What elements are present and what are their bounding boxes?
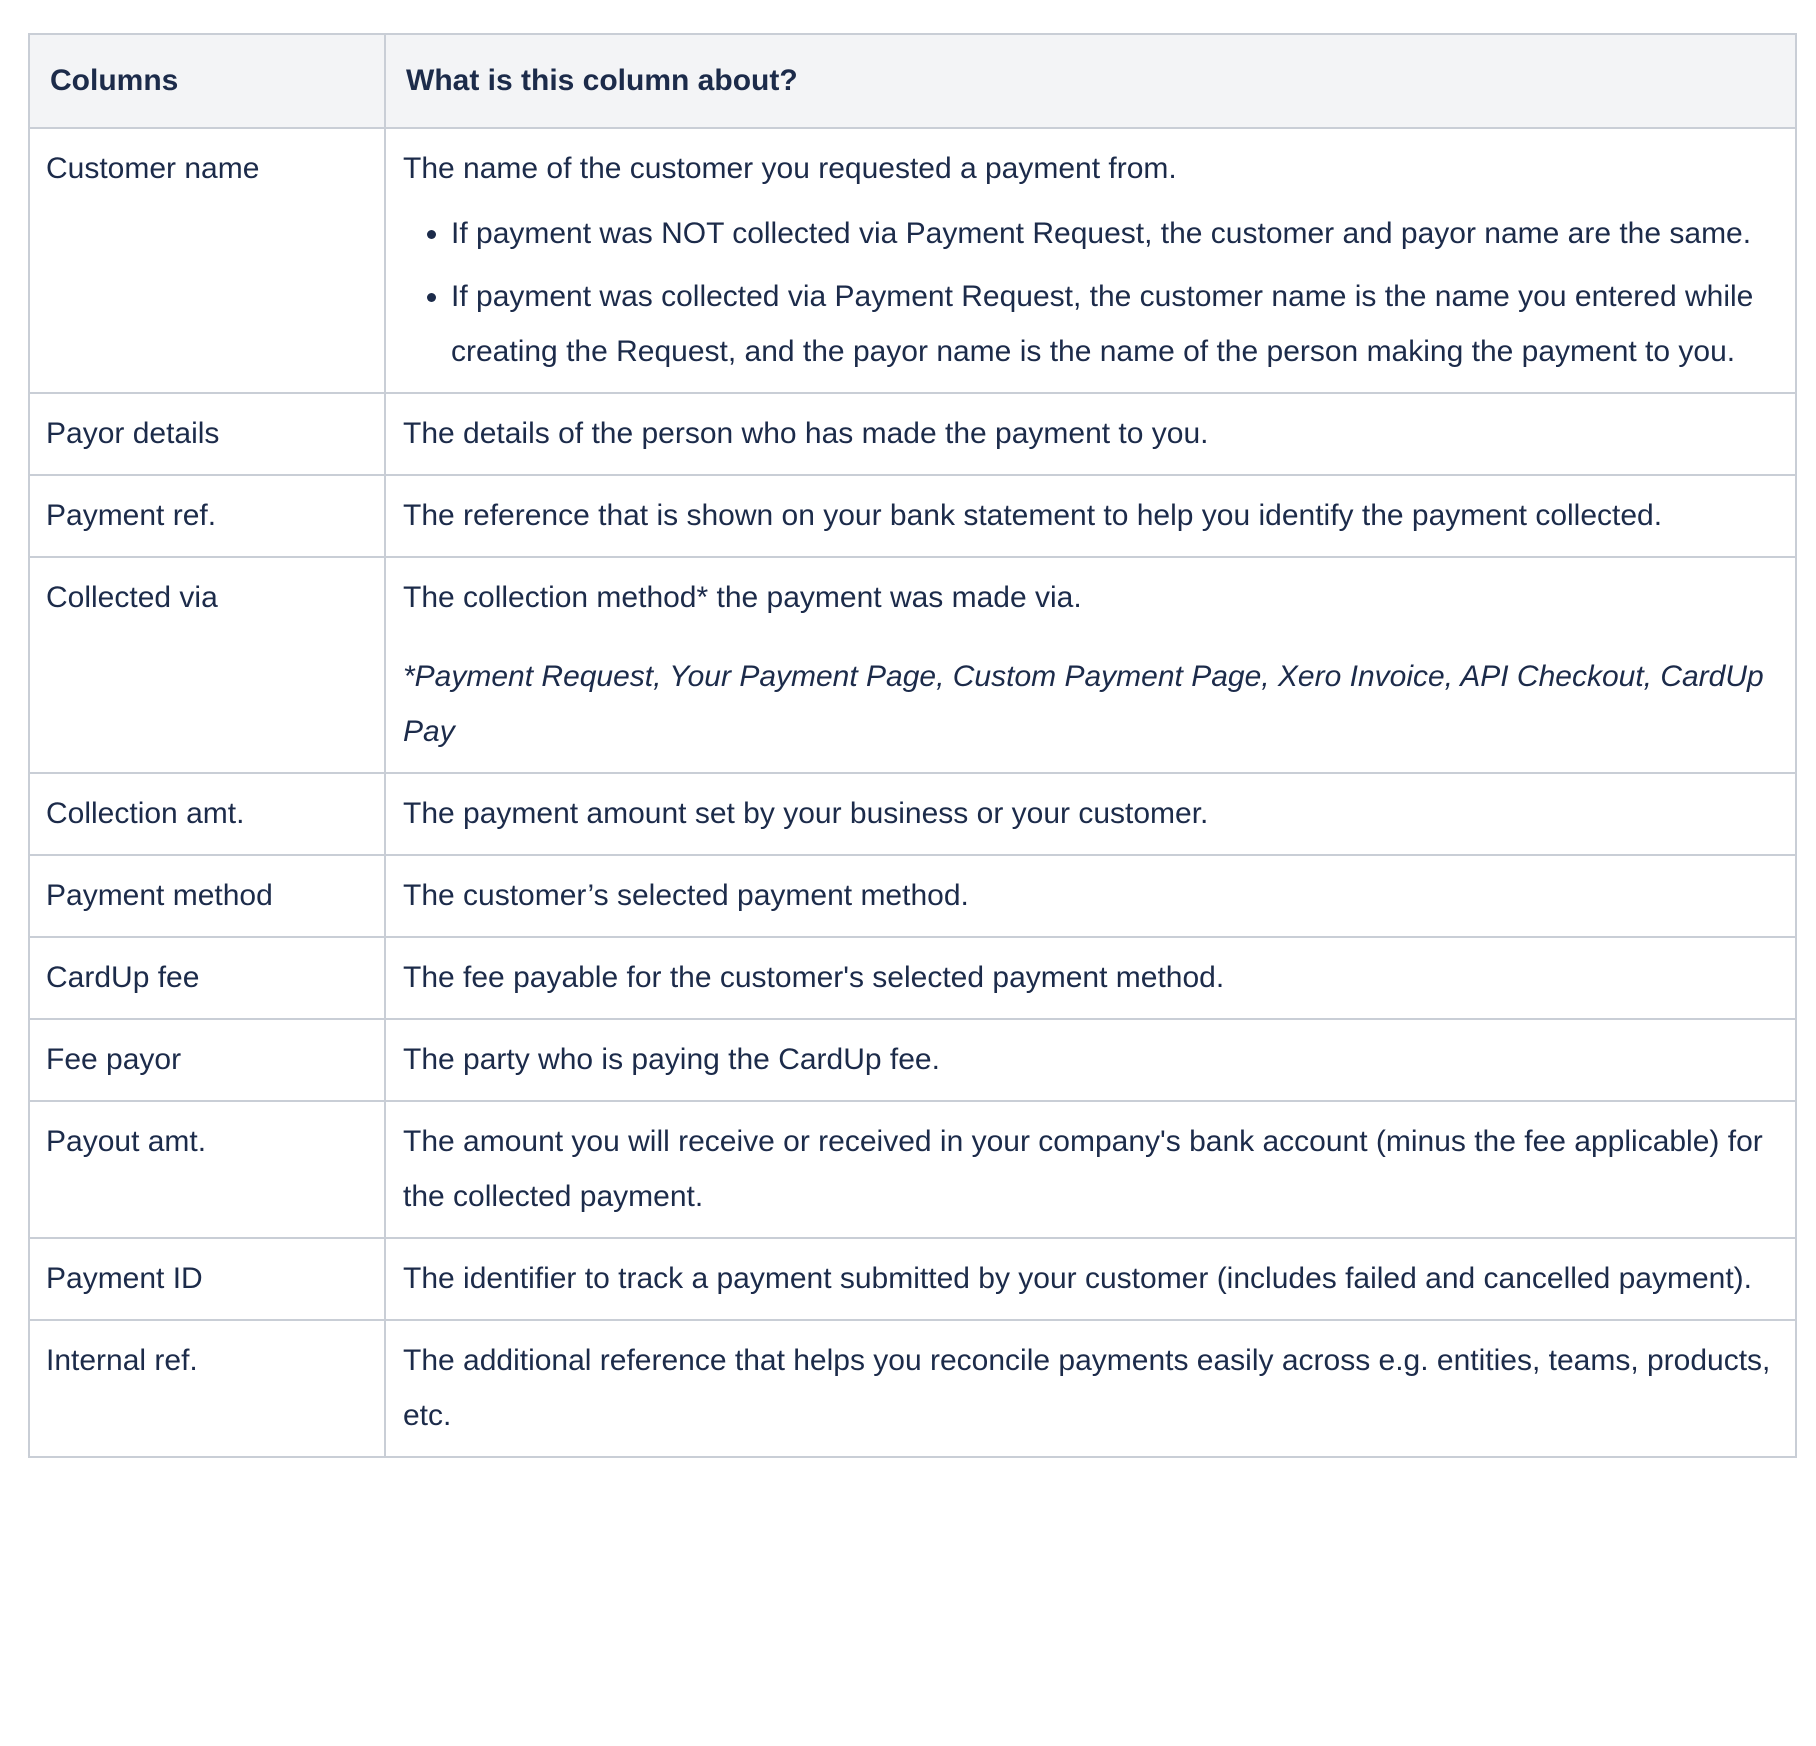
- description-cell: [385, 128, 1796, 393]
- column-name-cell: Payment method: [29, 855, 385, 937]
- table-row: [29, 773, 1796, 855]
- description-text: The fee payable for the customer's selected payment method.: [403, 961, 1225, 994]
- description-text: The reference that is shown on your bank statement to help you identify the payment collected.: [403, 499, 1663, 532]
- table-row: [29, 937, 1796, 1019]
- description-text: The payment amount set by your business or your customer.: [403, 797, 1209, 830]
- table-row: [29, 557, 1796, 773]
- description-text: The amount you will receive or received in your company's bank account (minus the fee applicable) for the collected payment.: [403, 1125, 1763, 1213]
- description-cell: [385, 1019, 1796, 1101]
- column-name-cell: Collected via: [29, 557, 385, 773]
- description-text: The name of the customer you requested a payment from.: [403, 152, 1177, 185]
- table-row: [29, 1238, 1796, 1320]
- table-row: [29, 1320, 1796, 1457]
- column-name-cell: Payout amt.: [29, 1101, 385, 1238]
- description-cell: [385, 1238, 1796, 1320]
- column-name-cell: CardUp fee: [29, 937, 385, 1019]
- description-cell: [385, 475, 1796, 557]
- header-columns: Columns: [29, 34, 385, 128]
- bullet-item: • If payment was NOT collected via Payment Request, the customer and payor name are the same.: [451, 206, 1771, 261]
- table-row: [29, 393, 1796, 475]
- column-name-cell: Payment ref.: [29, 475, 385, 557]
- column-name-cell: Fee payor: [29, 1019, 385, 1101]
- description-cell: [385, 1320, 1796, 1457]
- table-body: [29, 128, 1796, 1457]
- column-name-cell: Payor details: [29, 393, 385, 475]
- table-header: [29, 34, 1796, 128]
- header-description: What is this column about?: [385, 34, 1796, 128]
- description-text: The collection method* the payment was made via.: [403, 581, 1082, 614]
- column-name-cell: Collection amt.: [29, 773, 385, 855]
- description-cell: [385, 1101, 1796, 1238]
- column-name-cell: Internal ref.: [29, 1320, 385, 1457]
- column-name-cell: Payment ID: [29, 1238, 385, 1320]
- description-text: The additional reference that helps you reconcile payments easily across e.g. entities, teams, products, etc.: [403, 1344, 1771, 1432]
- description-text: The identifier to track a payment submitted by your customer (includes failed and cancelled payment).: [403, 1262, 1753, 1295]
- table-row: [29, 1019, 1796, 1101]
- document-body: [28, 33, 1795, 1458]
- table-row: [29, 855, 1796, 937]
- description-cell: [385, 773, 1796, 855]
- description-text: The customer’s selected payment method.: [403, 879, 969, 912]
- description-cell: [385, 937, 1796, 1019]
- columns-table: [28, 33, 1797, 1458]
- description-text: The party who is paying the CardUp fee.: [403, 1043, 940, 1076]
- description-cell: [385, 393, 1796, 475]
- column-name-cell: Customer name: [29, 128, 385, 393]
- header-row: [29, 34, 1796, 128]
- table-row: [29, 1101, 1796, 1238]
- table-row: [29, 128, 1796, 393]
- bullet-list: [403, 206, 1771, 379]
- description-cell: [385, 855, 1796, 937]
- description-cell: [385, 557, 1796, 773]
- description-text: The details of the person who has made the payment to you.: [403, 417, 1209, 450]
- table-row: [29, 475, 1796, 557]
- bullet-item: • If payment was collected via Payment Request, the customer name is the name you entered while creating the Request, and the payor name is the name of the person making the payment to you.: [451, 269, 1771, 379]
- footnote-text: *Payment Request, Your Payment Page, Custom Payment Page, Xero Invoice, API Checkout, CardUp Pay: [403, 660, 1764, 748]
